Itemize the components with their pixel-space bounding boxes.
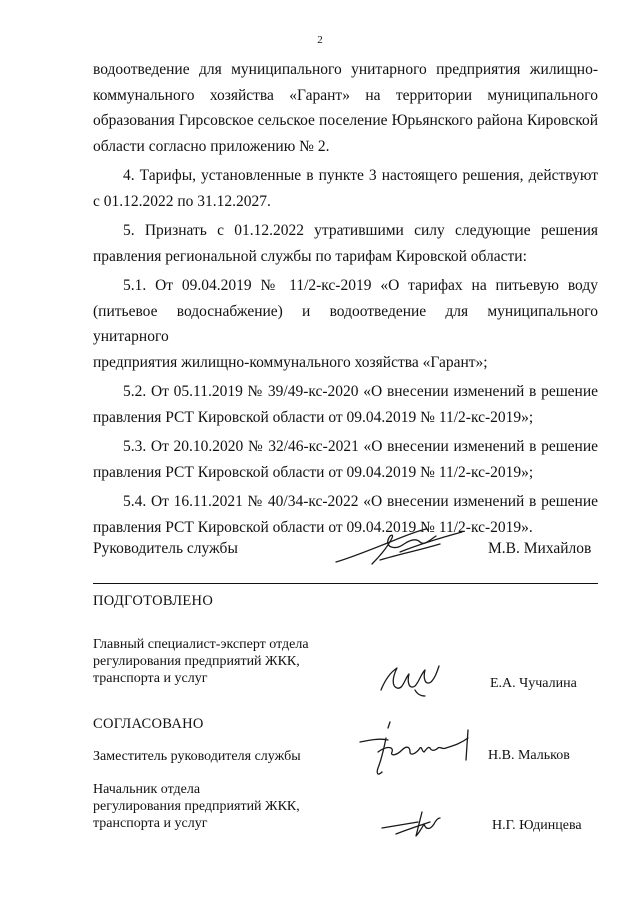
paragraph-5-3	[93, 434, 598, 485]
paragraph-5	[93, 218, 598, 269]
text-line: правления РСТ Кировской области от 09.04.2019 № 11/2-кс-2019»;	[93, 408, 534, 426]
head-name: Н.Г. Юдинцева	[492, 818, 582, 833]
text-line: Главный специалист-эксперт отдела	[93, 637, 309, 652]
text-line: регулирования предприятий ЖКК,	[93, 799, 300, 814]
text-line: 5.4. От 16.11.2021 № 40/34-кс-2022 «О внесении изменений в решение	[123, 493, 598, 510]
text-line: предприятия жилищно-коммунального хозяйства «Гарант»;	[93, 353, 488, 371]
paragraph-continuation	[93, 57, 598, 159]
document-body	[93, 57, 598, 540]
text-line: коммунального хозяйства «Гарант» на территории муниципального	[93, 86, 598, 104]
paragraph-5-2	[93, 379, 598, 430]
text-line: правления региональной службы по тарифам Кировской области:	[93, 247, 527, 265]
head-position	[93, 781, 300, 832]
deputy-position: Заместитель руководителя службы	[93, 749, 301, 764]
text-line: образования Гирсовское сельское поселение Юрьянского района Кировской	[93, 112, 598, 129]
handwritten-signature-prepared	[375, 660, 445, 700]
text-line: с 01.12.2022 по 31.12.2027.	[93, 192, 271, 210]
paragraph-4	[93, 163, 598, 214]
page-number: 2	[317, 34, 323, 46]
handwritten-signature-deputy	[356, 718, 486, 780]
divider-line	[93, 583, 598, 584]
text-line: 5.2. От 05.11.2019 № 39/49-кс-2020 «О внесении изменений в решение	[123, 383, 598, 400]
text-line: (питьевое водоснабжение) и водоотведение для муниципального унитарного	[93, 302, 598, 345]
agreed-heading: СОГЛАСОВАНО	[93, 716, 204, 732]
paragraph-5-1	[93, 273, 598, 375]
text-line: транспорта и услуг	[93, 816, 208, 831]
text-line: 5.1. От 09.04.2019 № 11/2-кс-2019 «О тарифах на питьевую воду	[123, 277, 598, 294]
text-line: Начальник отдела	[93, 782, 201, 797]
text-line: правления РСТ Кировской области от 09.04.2019 № 11/2-кс-2019»;	[93, 463, 534, 481]
prepared-position	[93, 636, 309, 687]
signatory-name: М.В. Михайлов	[488, 540, 592, 557]
text-line: правления РСТ Кировской области от 09.04.2019 № 11/2-кс-2019».	[93, 518, 533, 536]
prepared-name: Е.А. Чучалина	[490, 676, 577, 691]
text-line: 5.3. От 20.10.2020 № 32/46-кс-2021 «О внесении изменений в решение	[123, 438, 598, 455]
signatory-position: Руководитель службы	[93, 540, 238, 557]
text-line: водоотведение для муниципального унитарного предприятия жилищно-	[93, 61, 598, 78]
prepared-heading: ПОДГОТОВЛЕНО	[93, 593, 214, 609]
deputy-name: Н.В. Мальков	[488, 748, 570, 763]
text-line: 5. Признать с 01.12.2022 утратившими силу следующие решения	[123, 222, 598, 239]
handwritten-signature-head-of-dept	[378, 806, 448, 842]
text-line: 4. Тарифы, установленные в пункте 3 настоящего решения, действуют	[123, 167, 598, 184]
handwritten-signature-head	[330, 520, 470, 570]
text-line: транспорта и услуг	[93, 671, 208, 686]
text-line: регулирования предприятий ЖКК,	[93, 654, 300, 669]
text-line: области согласно приложению № 2.	[93, 137, 330, 155]
